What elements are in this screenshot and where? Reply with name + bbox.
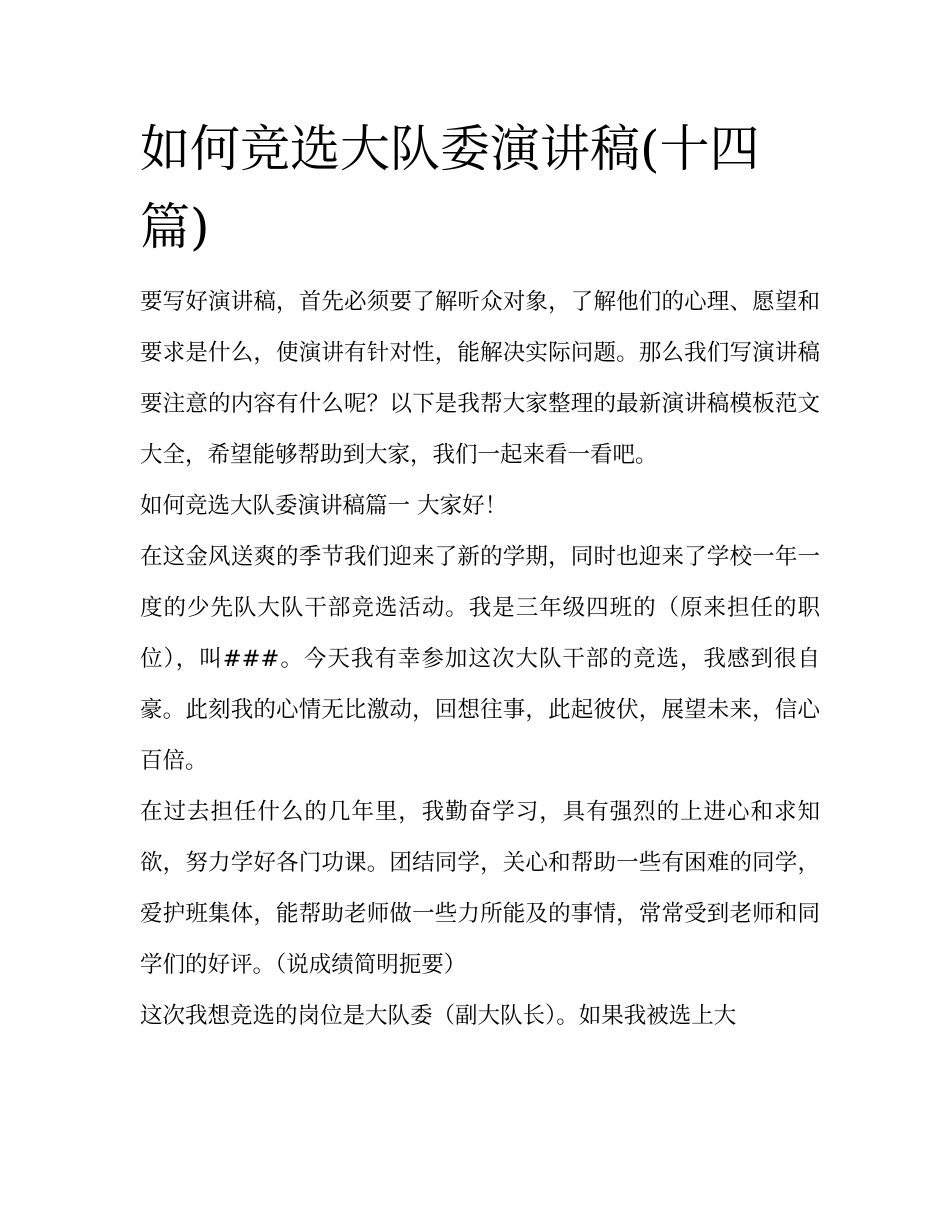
document-title: 如何竞选大队委演讲稿(十四篇) xyxy=(140,120,760,256)
paragraph-past-experience: 在过去担任什么的几年里，我勤奋学习，具有强烈的上进心和求知欲，努力学好各门功课。团结同学，关心和帮助一些有困难的同学，爱护班集体，能帮助老师做一些力所能及的事情，常常受到老师和同学们的好评。（说成绩简明扼要） xyxy=(140,799,820,978)
paragraph-section-heading: 如何竞选大队委演讲稿篇一 大家好！ xyxy=(140,493,508,519)
document-body xyxy=(140,277,820,1042)
paragraph-intro: 要写好演讲稿，首先必须要了解听众对象，了解他们的心理、愿望和要求是什么，使演讲有针对性，能解决实际问题。那么我们写演讲稿要注意的内容有什么呢？以下是我帮大家整理的最新演讲稿模板范文大全，希望能够帮助到大家，我们一起来看一看吧。 xyxy=(140,289,820,468)
paragraph-position: 这次我想竞选的岗位是大队委（副大队长）。如果我被选上大 xyxy=(140,1003,737,1029)
paragraph-opening: 在这金风送爽的季节我们迎来了新的学期，同时也迎来了学校一年一度的少先队大队干部竞选活动。我是三年级四班的（原来担任的职位），叫###。今天我有幸参加这次大队干部的竞选，我感到很自豪。此刻我的心情无比激动，回想往事，此起彼伏，展望未来，信心百倍。 xyxy=(140,544,820,774)
